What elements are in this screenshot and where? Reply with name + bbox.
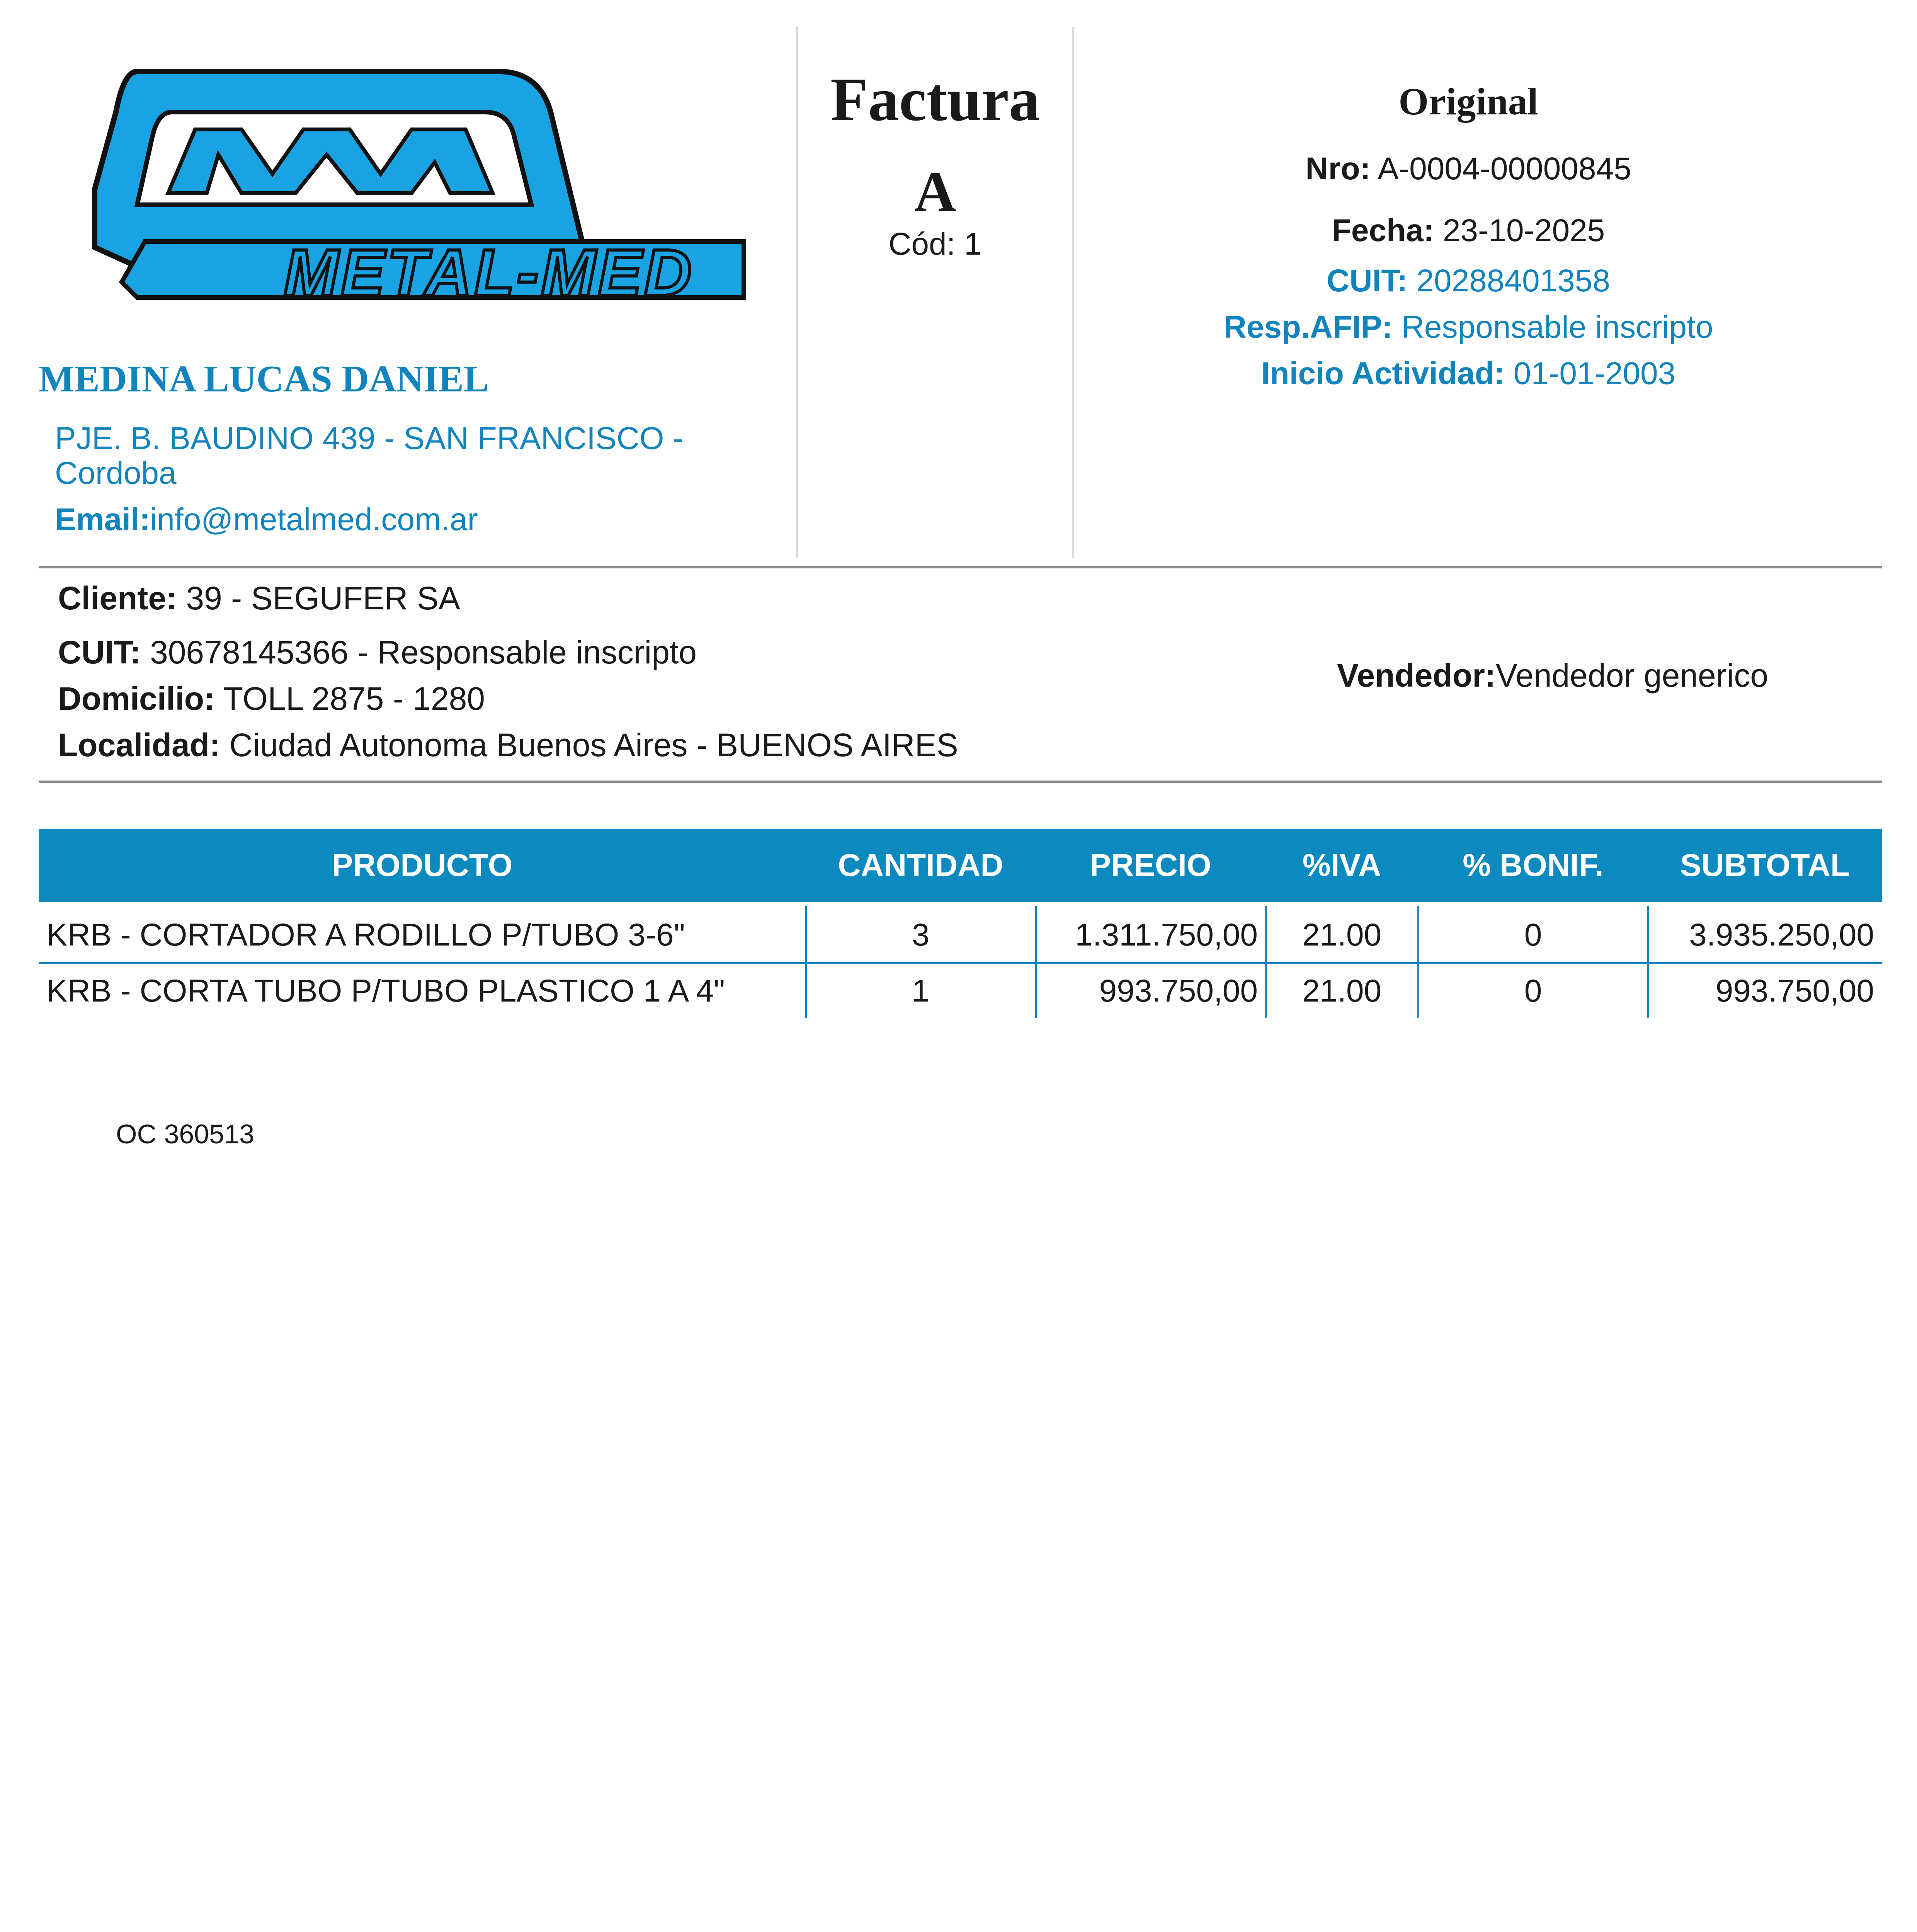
cell-subtotal: 3.935.250,00 [1689,917,1874,952]
order-note: OC 360513 [116,1119,255,1149]
client-bottom-line [39,781,1882,783]
cell-discount: 0 [1524,973,1542,1009]
email-label: Email: [55,502,150,537]
cell-product: KRB - CORTA TUBO P/TUBO PLASTICO 1 A 4" [46,973,725,1009]
invoice-letter: A [914,160,956,224]
start-value: 01-01-2003 [1513,356,1676,391]
company-logo [79,66,752,310]
client-name [58,580,460,617]
col-header-quantity: CANTIDAD [838,848,1004,883]
client-value: 39 - SEGUFER SA [186,580,460,616]
col-header-product: PRODUCTO [332,848,513,883]
invoice-title: Factura [830,65,1040,134]
cell-quantity: 1 [912,973,930,1009]
col-header-price: PRECIO [1090,848,1211,883]
date-label: Fecha: [1332,213,1434,248]
issuer-cuit-label: CUIT: [1327,263,1408,298]
cell-price: 1.311.750,00 [1075,917,1258,952]
column-separator [805,906,807,1018]
seller [1337,657,1768,694]
client-cuit-label: CUIT: [58,634,141,670]
cell-discount: 0 [1524,917,1542,952]
cell-iva: 21.00 [1302,973,1382,1009]
client-address [58,680,485,718]
issuer-afip [1074,309,1863,345]
client-cuit [58,634,697,671]
company-name: MEDINA LUCAS DANIEL [39,358,489,400]
column-separator [1035,906,1037,1018]
issuer-cuit [1074,263,1863,299]
header-bottom-line [39,566,1882,568]
column-separator [1265,906,1267,1018]
copy-label: Original [1398,80,1538,123]
start-label: Inicio Actividad: [1261,356,1505,391]
col-header-iva: %IVA [1302,848,1381,883]
seller-value: Vendedor generico [1495,657,1768,694]
client-cuit-value: 30678145366 - Responsable inscripto [150,634,697,670]
afip-label: Resp.AFIP: [1223,310,1393,345]
col-header-subtotal: SUBTOTAL [1680,848,1850,883]
afip-value: Responsable inscripto [1401,310,1713,345]
number-label: Nro: [1305,151,1371,186]
client-city [58,726,958,764]
cell-price: 993.750,00 [1099,973,1258,1009]
invoice-date [1074,213,1863,249]
column-separator [1417,906,1419,1018]
invoice-code: Cód: 1 [888,226,982,262]
logo-text: METAL-MED [284,236,694,310]
client-city-label: Localidad: [58,727,221,763]
client-label: Cliente: [58,580,177,616]
col-header-discount: % BONIF. [1463,848,1604,883]
cell-product: KRB - CORTADOR A RODILLO P/TUBO 3-6" [46,917,685,952]
column-separator [1647,906,1649,1018]
issuer-cuit-value: 20288401358 [1416,263,1610,298]
issuer-start [1074,355,1863,392]
cell-subtotal: 993.750,00 [1715,973,1874,1009]
date-value: 23-10-2025 [1442,213,1605,248]
company-email [55,502,478,538]
company-address: PJE. B. BAUDINO 439 - SAN FRANCISCO - Cordoba [55,421,684,491]
seller-label: Vendedor: [1337,657,1496,694]
client-address-label: Domicilio: [58,680,215,717]
number-value: A-0004-00000845 [1378,151,1631,186]
invoice-number [1074,151,1863,187]
cell-iva: 21.00 [1302,917,1382,952]
client-address-value: TOLL 2875 - 1280 [223,680,485,717]
cell-quantity: 3 [912,917,930,952]
client-city-value: Ciudad Autonoma Buenos Aires - BUENOS AIRES [229,727,958,763]
email-value[interactable]: info@metalmed.com.ar [150,502,478,537]
